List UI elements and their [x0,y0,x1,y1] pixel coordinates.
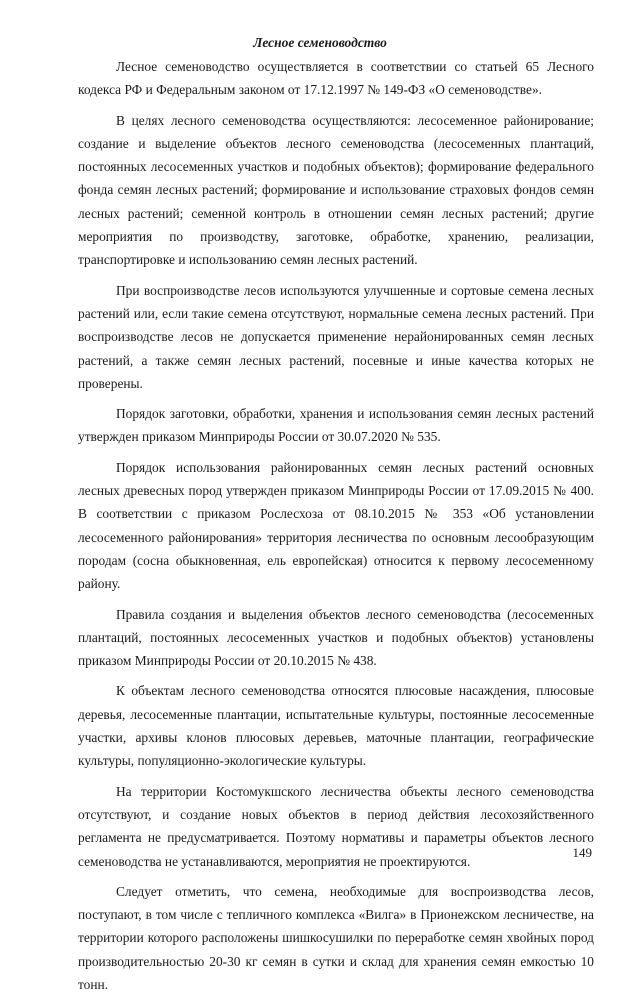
section-title: Лесное семеноводство [253,35,387,50]
body-text [78,55,594,996]
paragraph-zoning: Порядок использования районированных семян лесных растений основных лесных древесных пород утвержден приказом Минприроды России от 17.09.2015 № 400. В соответствии с приказом Рослесхоза от 08.10.2015 № 353 «Об установлении лесосеменного районирования» территория лесничества по основным лесообразующим породам (сосна обыкновенная, ель европейская) относится к первому лесосеменному району. [78,459,594,592]
paragraph-vilga-complex: Следует отметить, что семена, необходимые для воспроизводства лесов, поступают, в том числе с тепличного комплекса «Вилга» в Прионежском лесничестве, на территории которого расположены шишкосушилки по переработке семян хвойных пород производительностью 20-30 кг семян в сутки и склад для хранения семян емкостью 10 тонн. [78,883,594,992]
paragraph-kostomuksha: На территории Костомукшского лесничества объекты лесного семеноводства отсутствуют, и создание новых объектов в период действия лесохозяйственного регламента не предусматривается. Поэтому нормативы и параметры объектов лесного семеноводства не устанавливаются, мероприятия не проектируются. [78,783,594,869]
paragraph-legal-basis: Лесное семеноводство осуществляется в соответствии со статьей 65 Лесного кодекса РФ и Федеральным законом от 17.12.1997 № 149-ФЗ «О семеноводстве». [78,59,594,98]
paragraph-seed-use-rules: При воспроизводстве лесов используются улучшенные и сортовые семена лесных растений или, если такие семена отсутствуют, нормальные семена лесных растений. При воспроизводстве лесов не допускается применение нерайонированных семян лесных растений, а также семян лесных растений, посевные и иные качества которых не проверены. [78,282,594,391]
paragraph-seed-activities: В целях лесного семеноводства осуществляются: лесосеменное районирование; создание и выделение объектов лесного семеноводства (лесосеменных плантаций, постоянных лесосеменных участков и подобных объектов); формирование федерального фонда семян лесных растений; формирование и использование страховых фондов семян лесных растений; семенной контроль в отношении семян лесных растений; другие мероприятия по производству, заготовке, обработке, хранению, реализации, транспортировке и использованию семян лесных растений. [78,112,594,268]
paragraph-seed-objects-list: К объектам лесного семеноводства относятся плюсовые насаждения, плюсовые деревья, лесосеменные плантации, испытательные культуры, постоянные лесосеменные участки, архивы клонов плюсовых деревьев, маточные плантации, географические культуры, популяционно-экологические культуры. [78,683,594,769]
paragraph-seed-procedure-order: Порядок заготовки, обработки, хранения и использования семян лесных растений утвержден приказом Минприроды России от 30.07.2020 № 535. [78,406,594,445]
paragraph-seed-objects-rules: Правила создания и выделения объектов лесного семеноводства (лесосеменных плантаций, постоянных лесосеменных участков и подобных объектов) установлены приказом Минприроды России от 20.10.2015 № 438. [78,606,594,669]
page-number: 149 [572,845,592,860]
